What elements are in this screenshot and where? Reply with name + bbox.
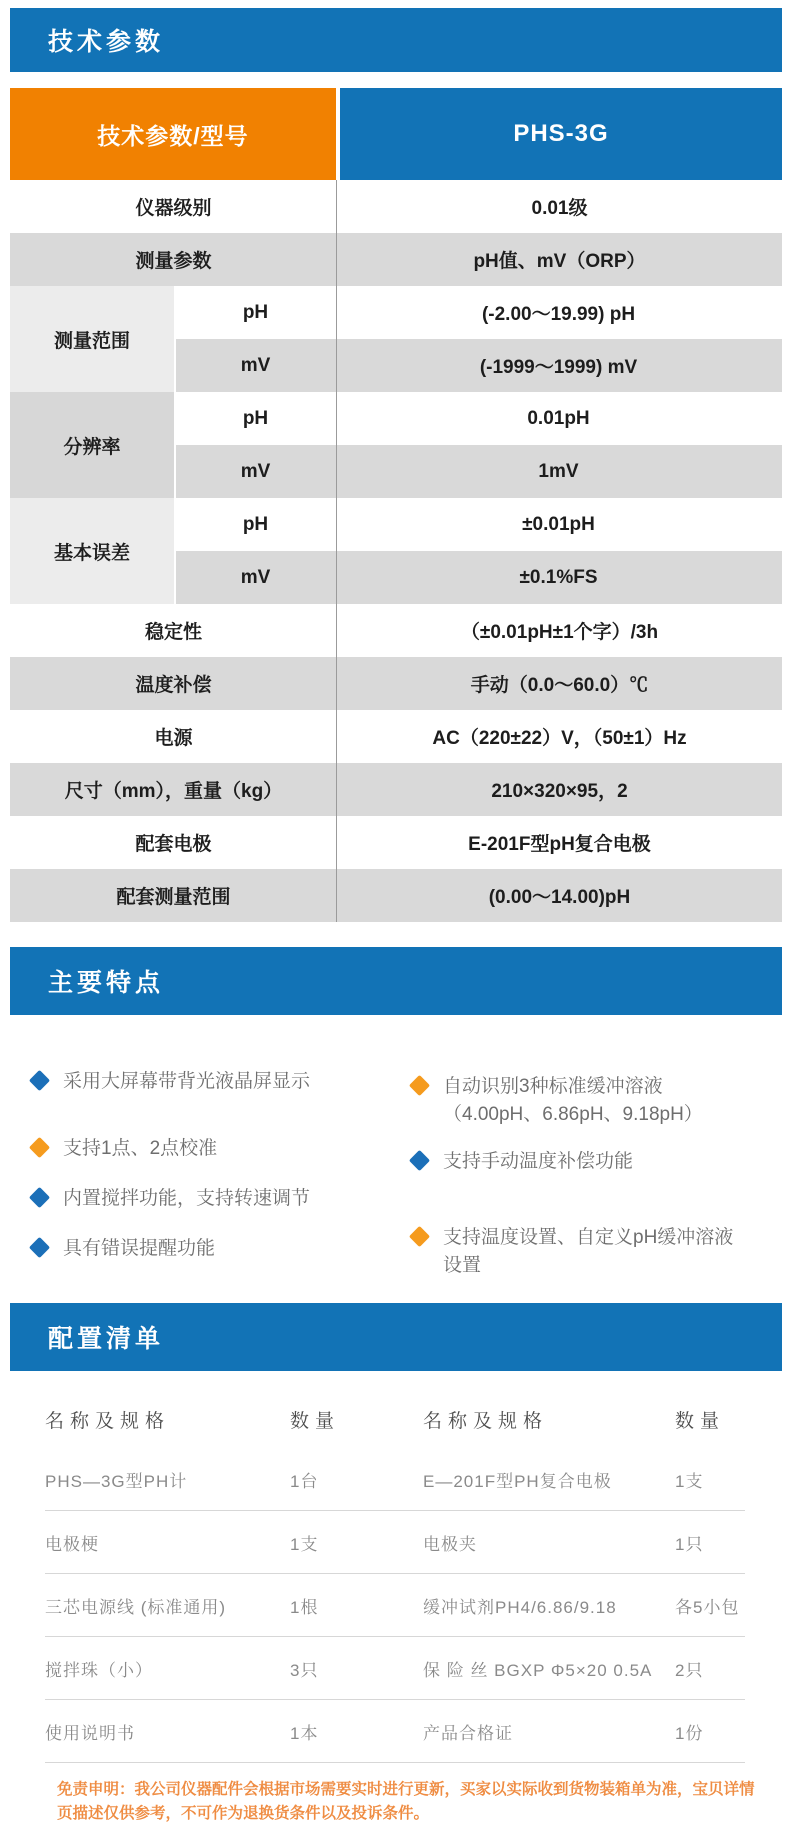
group-label: 分辨率 — [10, 392, 176, 498]
row-value: pH值、mV（ORP） — [473, 251, 646, 272]
table-subrow — [176, 392, 782, 445]
table-row — [10, 233, 782, 286]
item-qty: 2只 — [675, 1660, 704, 1680]
subrow-label: mV — [240, 354, 271, 376]
table-row — [10, 869, 782, 922]
item-name: 使用说明书 — [45, 1723, 135, 1743]
package-list — [45, 1448, 745, 1763]
disclaimer-text: 免责申明：我公司仪器配件会根据市场需要实时进行更新，买家以实际收到货物装箱单为准，宝贝详情页描述仅供参考，不可作为退换货条件以及投诉条件。 — [57, 1781, 755, 1823]
spec-table-body — [10, 180, 782, 922]
item-name: 电极夹 — [423, 1534, 477, 1554]
item-qty: 1份 — [675, 1723, 704, 1743]
row-label: 温度补偿 — [135, 675, 212, 696]
subrow-value: (-1999～1999) mV — [479, 357, 638, 378]
item-qty: 各5小包 — [675, 1597, 740, 1617]
feature-item — [32, 1235, 352, 1263]
item-qty: 1本 — [290, 1723, 319, 1743]
item-name: 三芯电源线 (标准通用) — [45, 1597, 227, 1617]
column-header: 数量 — [290, 1410, 341, 1432]
group-label: 基本误差 — [10, 498, 176, 604]
table-subrow — [176, 339, 782, 392]
item-name: 保 险 丝 BGXP Φ5×20 0.5A — [423, 1660, 653, 1680]
subrow-label: pH — [242, 301, 269, 323]
diamond-icon — [29, 1187, 50, 1208]
item-name: 产品合格证 — [423, 1723, 513, 1743]
feature-text: 支持温度设置、自定义pH缓冲溶液设置 — [443, 1227, 734, 1276]
subrow-value: (-2.00～19.99) pH — [481, 304, 636, 325]
group-label: 测量范围 — [10, 286, 176, 392]
table-row — [10, 604, 782, 657]
column-header: 数量 — [675, 1410, 726, 1432]
package-row — [45, 1511, 745, 1574]
spec-table-header — [10, 88, 782, 180]
row-label: 仪器级别 — [135, 198, 212, 219]
section-title-package: 配置清单 — [48, 1325, 165, 1353]
spec-col-header: 技术参数/型号 — [10, 88, 336, 180]
row-label: 测量参数 — [135, 251, 212, 272]
feature-item — [32, 1135, 352, 1163]
row-label: 电源 — [154, 728, 193, 749]
table-subrow — [176, 286, 782, 339]
package-row — [45, 1637, 745, 1700]
item-qty: 1支 — [675, 1471, 704, 1491]
item-name: 搅拌珠（小） — [45, 1660, 153, 1680]
table-row-group — [10, 498, 782, 604]
diamond-icon — [409, 1075, 430, 1096]
row-label: 尺寸（mm），重量（kg） — [64, 781, 283, 802]
diamond-icon — [29, 1237, 50, 1258]
feature-item — [412, 1148, 742, 1176]
subrow-label: mV — [240, 460, 271, 482]
section-header-package — [10, 1303, 782, 1371]
subrow-label: pH — [242, 513, 269, 535]
feature-item — [412, 1224, 742, 1280]
table-row — [10, 816, 782, 869]
item-qty: 1根 — [290, 1597, 319, 1617]
table-subrow — [176, 551, 782, 604]
package-row — [45, 1448, 745, 1511]
item-name: 缓冲试剂PH4/6.86/9.18 — [423, 1597, 617, 1617]
table-row-group — [10, 286, 782, 392]
diamond-icon — [29, 1137, 50, 1158]
package-list-header — [45, 1390, 745, 1448]
feature-item — [32, 1068, 352, 1096]
column-header: 名称及规格 — [45, 1410, 171, 1432]
section-header-tech — [10, 8, 782, 72]
table-subrow — [176, 445, 782, 498]
row-value: 0.01级 — [531, 198, 588, 219]
section-header-features — [10, 947, 782, 1015]
section-title-tech: 技术参数 — [48, 28, 165, 56]
table-row — [10, 763, 782, 816]
feature-text: 具有错误提醒功能 — [63, 1238, 216, 1259]
diamond-icon — [29, 1070, 50, 1091]
feature-text: 采用大屏幕带背光液晶屏显示 — [63, 1071, 311, 1092]
feature-text: 自动识别3种标准缓冲溶液（4.00pH、6.86pH、9.18pH） — [443, 1076, 703, 1125]
row-value: AC（220±22）V，（50±1）Hz — [432, 728, 687, 749]
row-value: （±0.01pH±1个字）/3h — [460, 622, 659, 643]
diamond-icon — [409, 1150, 430, 1171]
feature-text: 支持1点、2点校准 — [63, 1138, 218, 1159]
feature-item — [412, 1073, 742, 1129]
subrow-value: ±0.1%FS — [519, 566, 598, 588]
table-row-group — [10, 392, 782, 498]
column-header: 名称及规格 — [423, 1410, 549, 1432]
item-qty: 3只 — [290, 1660, 319, 1680]
row-value: 210×320×95，2 — [491, 781, 628, 802]
table-subrow — [176, 498, 782, 551]
column-divider-line — [336, 180, 337, 922]
subrow-label: mV — [240, 566, 271, 588]
package-row — [45, 1700, 745, 1763]
feature-text: 支持手动温度补偿功能 — [443, 1151, 634, 1172]
features-list — [0, 1015, 790, 1303]
table-row — [10, 710, 782, 763]
row-value: 手动（0.0～60.0）℃ — [470, 675, 649, 696]
item-qty: 1只 — [675, 1534, 704, 1554]
item-name: 电极梗 — [45, 1534, 99, 1554]
row-label: 稳定性 — [144, 622, 202, 643]
section-title-features: 主要特点 — [48, 969, 165, 997]
package-row — [45, 1574, 745, 1637]
row-value: (0.00～14.00)pH — [488, 887, 631, 908]
item-qty: 1支 — [290, 1534, 319, 1554]
table-row — [10, 180, 782, 233]
feature-text: 内置搅拌功能，支持转速调节 — [63, 1188, 311, 1209]
table-row — [10, 657, 782, 710]
item-qty: 1台 — [290, 1471, 319, 1491]
subrow-value: 1mV — [538, 460, 579, 482]
row-label: 配套测量范围 — [116, 887, 231, 908]
subrow-value: ±0.01pH — [522, 513, 595, 535]
subrow-label: pH — [242, 407, 269, 429]
row-label: 配套电极 — [135, 834, 212, 855]
row-value: E-201F型pH复合电极 — [468, 834, 651, 855]
diamond-icon — [409, 1226, 430, 1247]
item-name: E—201F型PH复合电极 — [423, 1471, 612, 1491]
item-name: PHS—3G型PH计 — [45, 1471, 188, 1491]
feature-item — [32, 1185, 352, 1213]
spec-model-header: PHS-3G — [340, 88, 782, 180]
subrow-value: 0.01pH — [527, 407, 590, 429]
